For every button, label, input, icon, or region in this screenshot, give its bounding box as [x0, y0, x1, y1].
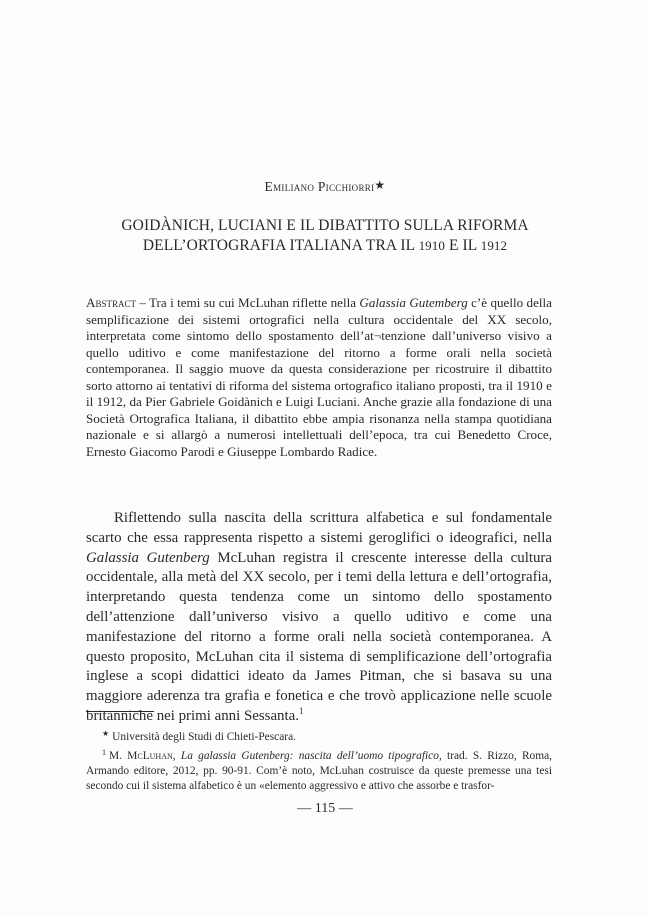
title-year-1: 1910: [418, 238, 445, 253]
title-year-2: 1912: [480, 238, 508, 253]
abstract-dash: – Tra i temi su cui McLuhan riflette nella: [135, 295, 360, 310]
body-text-2: McLuhan registra il crescente interesse della cultura occidentale, alla metà del XX secolo, per i temi della lettura e dell’ortografia, interpretando questa tendenza come un sintomo dello spostamento dell’attenzione dall’universo visivo a quello uditivo e come una manifestazione del ritorno a forme orali nella società contemporanea. A questo proposito, McLuhan cita il sistema di semplificazione dell’ortografia inglese a scopi didattici ideato da James Pitman, che si basava su una maggiore aderenza tra grafia e fonetica e che trovò applicazione nelle scuole britanniche nei primi anni Sessanta.: [86, 549, 552, 724]
page-number: — 115 —: [297, 801, 353, 816]
footnote-1-author: M. McLuhan: [109, 750, 173, 762]
footnote-affiliation-text: Università degli Studi di Chieti-Pescara.: [112, 731, 296, 743]
footnote-reference[interactable]: 1: [298, 705, 304, 716]
footnote-1: [86, 745, 552, 794]
body-text-1: Riflettendo sulla nascita della scrittura alfabetica e sul fondamentale scarto che essa rappresenta rispetto a sistemi geroglifici o ideografici, nella: [86, 510, 552, 546]
title-line-2-text: DELL’ORTOGRAFIA ITALIANA TRA IL: [142, 237, 419, 254]
footnote-1-sep: ,: [172, 750, 181, 762]
abstract: [86, 295, 552, 460]
abstract-label: Abstract: [86, 295, 136, 310]
body-book-title: Galassia Gutenberg: [86, 549, 210, 566]
article-title: [80, 216, 570, 256]
footnote-affiliation: [86, 726, 552, 745]
author-name: Emiliano Picchiorri: [264, 179, 375, 194]
author-affiliation-mark: ★: [374, 178, 386, 192]
abstract-book-title: Galassia Gutemberg: [359, 295, 468, 310]
body-paragraph: [86, 509, 552, 727]
abstract-text: c’è quello della semplificazione dei sistemi ortografici nella cultura occidentale del XX secolo, interpretata come sintomo dello spostamento dell’at¬tenzione dall’universo visivo a quello uditivo e come manifestazione del ritorno a forme orali nella società contemporanea. Il saggio muove da questa considerazione per ricostruire il dibattito sorto attorno ai tentativi di riforma del sistema ortografico italiano proposti, tra il 1910 e il 1912, da Pier Gabriele Goidànich e Luigi Luciani. Anche grazie alla fondazione di una Società Ortografica Italiana, il dibattito ebbe ampia risonanza nella stampa quotidiana nazionale e si allargò a numerosi intellettuali dell’epoca, tra cui Benedetto Croce, Ernesto Giacomo Parodi e Giuseppe Lombardo Radice.: [86, 295, 552, 459]
footnote-1-text: , trad. S. Rizzo, Roma, Armando editore, 2012, pp. 90-91. Com’è noto, McLuhan costruisce da queste premesse una tesi secondo cui il sistema alfabetico è un «elemento aggressivo e attivo che assorbe e trasfor-: [86, 750, 553, 792]
author-line: [0, 178, 650, 195]
footnote-1-title: La galassia Gutenberg: nascita dell’uomo tipografico: [180, 750, 439, 762]
footnote-separator: [86, 711, 154, 712]
title-connector: E IL: [444, 237, 481, 254]
title-line-2: [80, 236, 570, 256]
title-line-1: GOIDÀNICH, LUCIANI E IL DIBATTITO SULLA RIFORMA: [121, 217, 529, 234]
footnote-star-mark: ★: [102, 729, 110, 738]
footnote-1-mark: 1: [102, 748, 106, 757]
